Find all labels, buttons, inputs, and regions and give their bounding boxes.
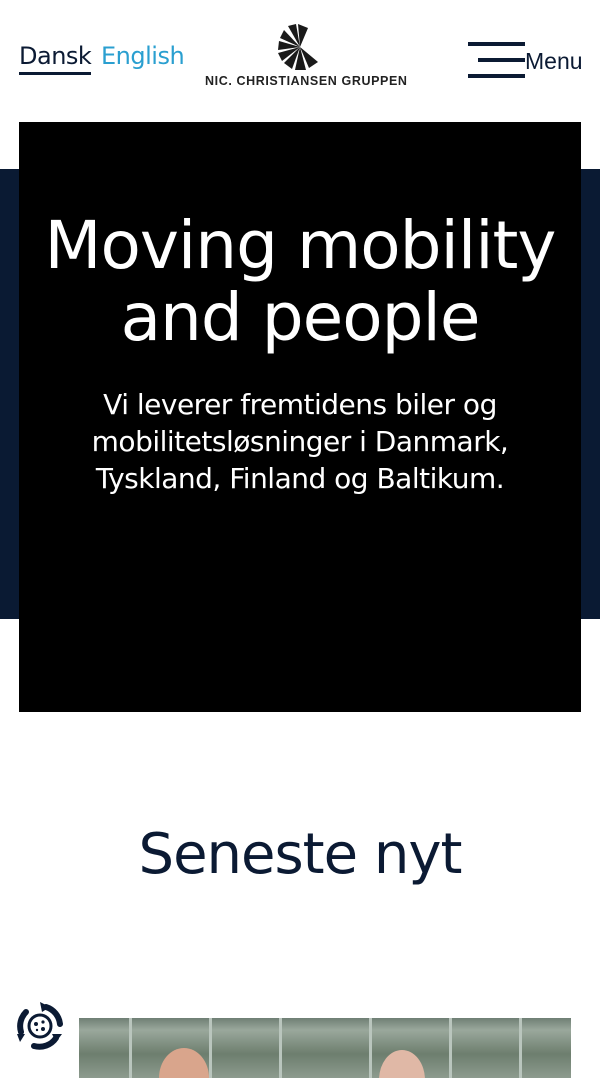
cookie-settings-icon (12, 998, 68, 1054)
site-header (0, 0, 600, 120)
hero-panel (19, 122, 581, 712)
cookie-settings-button[interactable] (12, 998, 68, 1054)
news-section-title: Seneste nyt (138, 822, 462, 887)
news-article-image[interactable] (79, 1018, 571, 1078)
logo[interactable] (205, 24, 408, 94)
hero-title: Moving mobility and people (44, 207, 556, 356)
language-english-link[interactable]: English (101, 42, 185, 70)
menu-button[interactable] (468, 42, 583, 82)
language-dansk-link[interactable]: Dansk (19, 42, 91, 75)
menu-label: Menu (525, 48, 583, 74)
logo-text: NIC. CHRISTIANSEN GRUPPEN (205, 74, 408, 88)
hero-subtitle: Vi leverer fremtidens biler og mobilitetsløsninger i Danmark, Tyskland, Finland og Baltikum. (91, 388, 509, 495)
logo-mark-icon (278, 24, 322, 70)
